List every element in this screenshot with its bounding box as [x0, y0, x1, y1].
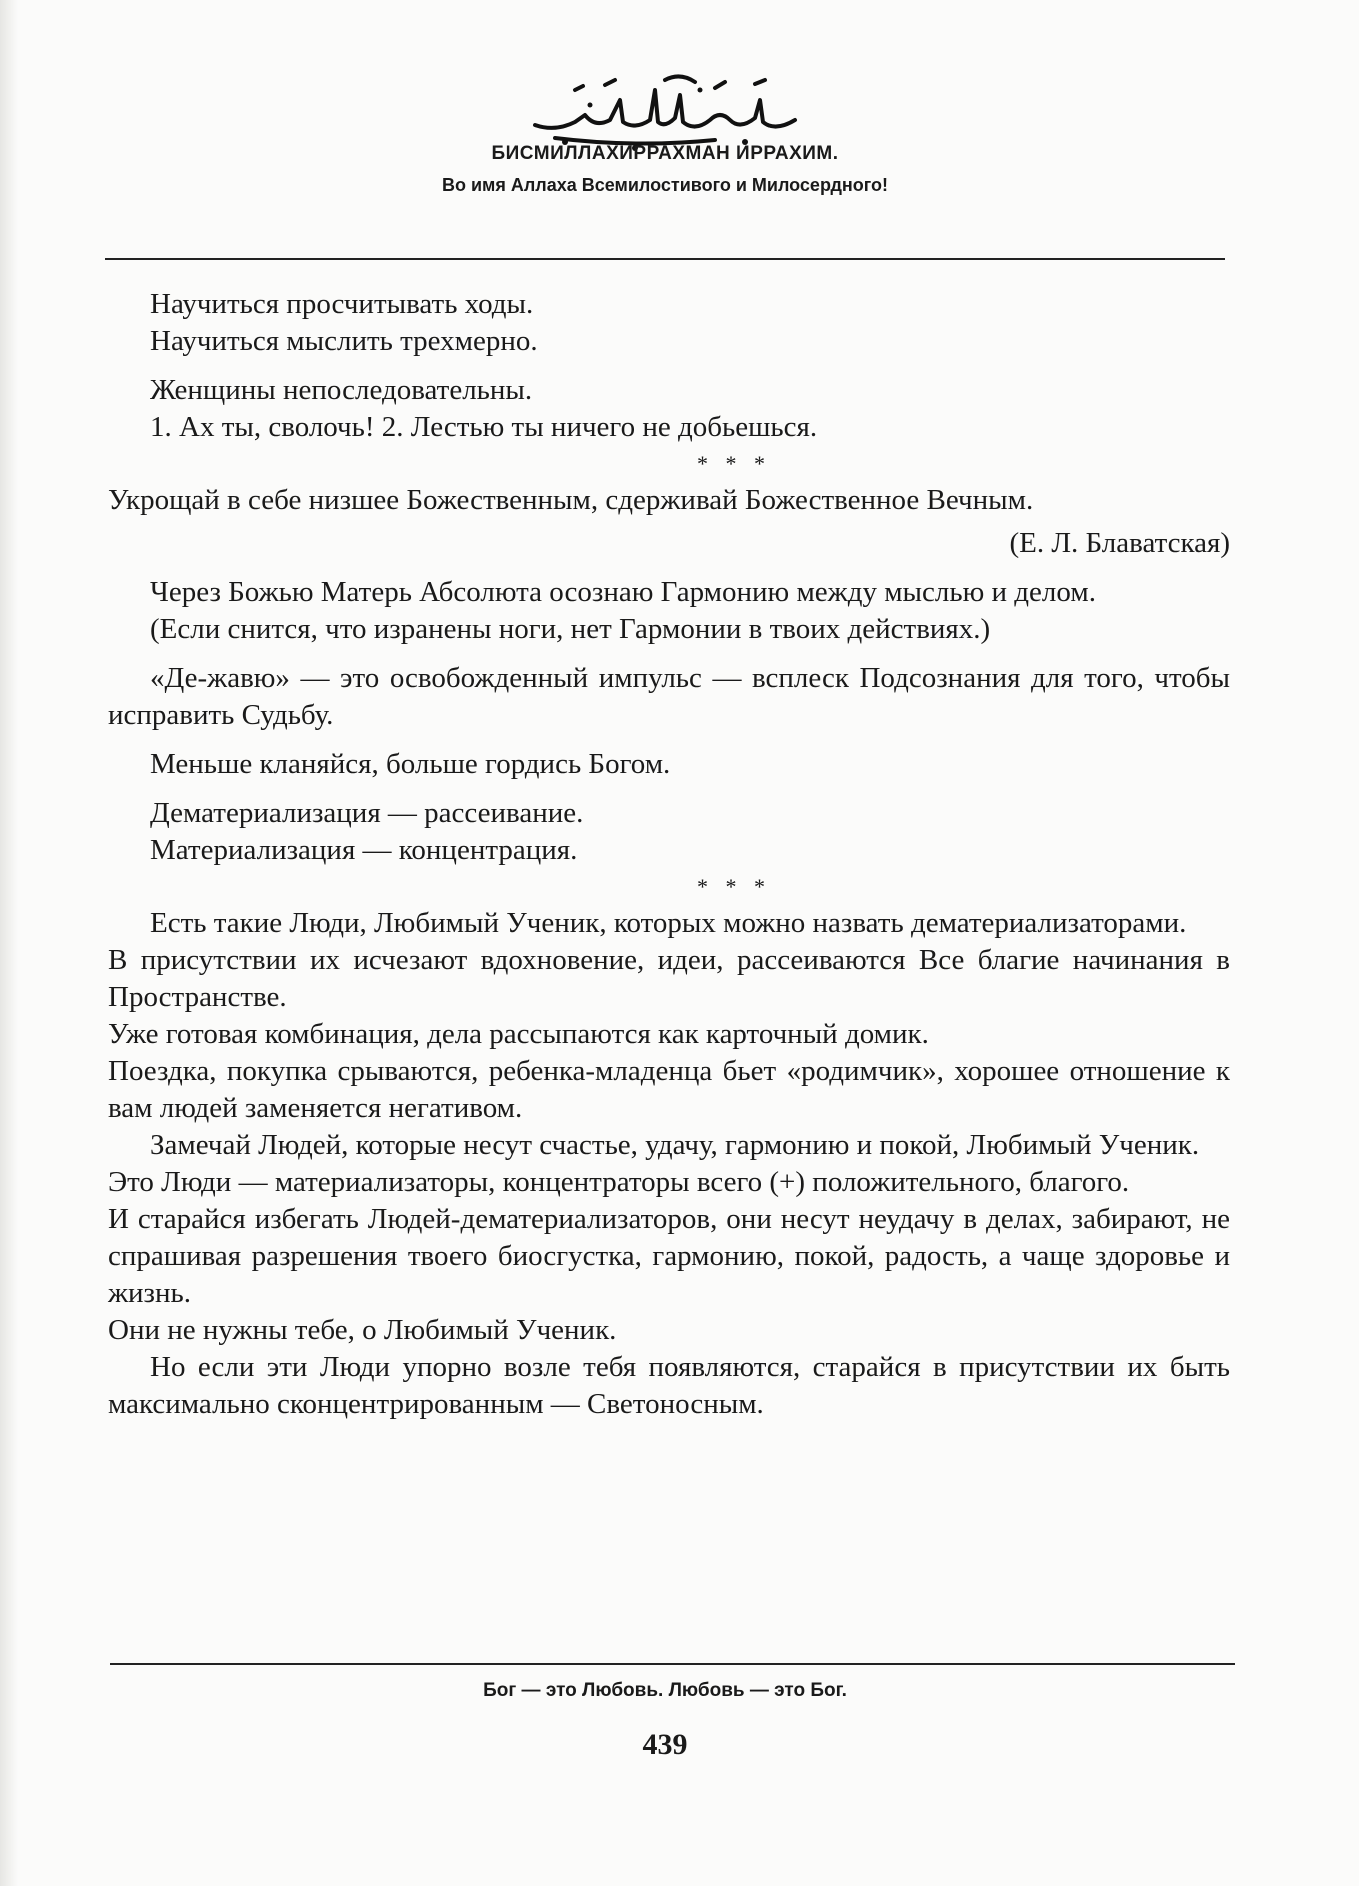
- paragraph: Уже готовая комбинация, дела рассыпаются как карточный домик.: [108, 1018, 929, 1050]
- page-edge-shadow: [0, 0, 18, 1886]
- paragraph: Они не нужны тебе, о Любимый Ученик.: [108, 1314, 617, 1346]
- paragraph: Материализация — концентрация.: [150, 834, 578, 866]
- basmala-calligraphy: [515, 60, 815, 155]
- paragraph: Это Люди — материализаторы, концентраторы всего (+) положительного, благого.: [108, 1166, 1130, 1198]
- footer-divider: [110, 1663, 1235, 1665]
- footer-motto: Бог — это Любовь. Любовь — это Бог.: [483, 1680, 847, 1701]
- header-title: БИСМИЛЛАХИРРАХМАН ИРРАХИМ.: [491, 143, 839, 164]
- section-separator: * * *: [697, 874, 771, 899]
- paragraph: В присутствии их исчезают вдохновение, идеи, рассеиваются Все благие начинания в Пространстве.: [108, 944, 1230, 1013]
- header-divider: [105, 258, 1225, 260]
- header-subtitle: Во имя Аллаха Всемилостивого и Милосердного!: [441, 175, 889, 195]
- paragraph: Через Божью Матерь Абсолюта осознаю Гармонию между мыслью и делом.: [150, 576, 1096, 608]
- paragraph: (Если снится, что изранены ноги, нет Гармонии в твоих действиях.): [150, 613, 991, 645]
- paragraph: 1. Ах ты, сволочь! 2. Лестью ты ничего не добьешься.: [150, 411, 818, 443]
- page-header: [105, 60, 1225, 195]
- attribution: (Е. Л. Блаватская): [1009, 527, 1230, 559]
- paragraph: Дематериализация — рассеивание.: [150, 797, 584, 829]
- paragraph: «Де-жавю» — это освобожденный импульс — всплеск Подсознания для того, чтобы исправить Судьбу.: [108, 662, 1230, 731]
- paragraph: Поездка, покупка срываются, ребенка-младенца бьет «родимчик», хорошее отношение к вам людей заменяется негативом.: [108, 1055, 1230, 1124]
- paragraph: Меньше кланяйся, больше гордись Богом.: [150, 748, 671, 780]
- paragraph: Укрощай в себе низшее Божественным, сдерживай Божественное Вечным.: [108, 484, 1034, 516]
- paragraph: Научиться просчитывать ходы.: [150, 288, 534, 320]
- paragraph: Замечай Людей, которые несут счастье, удачу, гармонию и покой, Любимый Ученик.: [150, 1129, 1200, 1161]
- paragraph: Женщины непоследовательны.: [150, 374, 533, 406]
- page-number: 439: [642, 1728, 688, 1761]
- paragraph: Есть такие Люди, Любимый Ученик, которых можно назвать дематериализаторами.: [150, 907, 1187, 939]
- paragraph: И старайся избегать Людей-дематериализаторов, они несут неудачу в делах, забирают, не спрашивая разрешения твоего биосгустка, гармонию, покой, радость, а чаще здоровье и жизнь.: [108, 1203, 1230, 1309]
- paragraph: Научиться мыслить трехмерно.: [150, 325, 538, 357]
- paragraph: Но если эти Люди упорно возле тебя появляются, старайся в присутствии их быть максимально сконцентрированным — Светоносным.: [108, 1351, 1230, 1420]
- page-body: [108, 286, 1230, 1423]
- section-separator: * * *: [697, 451, 771, 476]
